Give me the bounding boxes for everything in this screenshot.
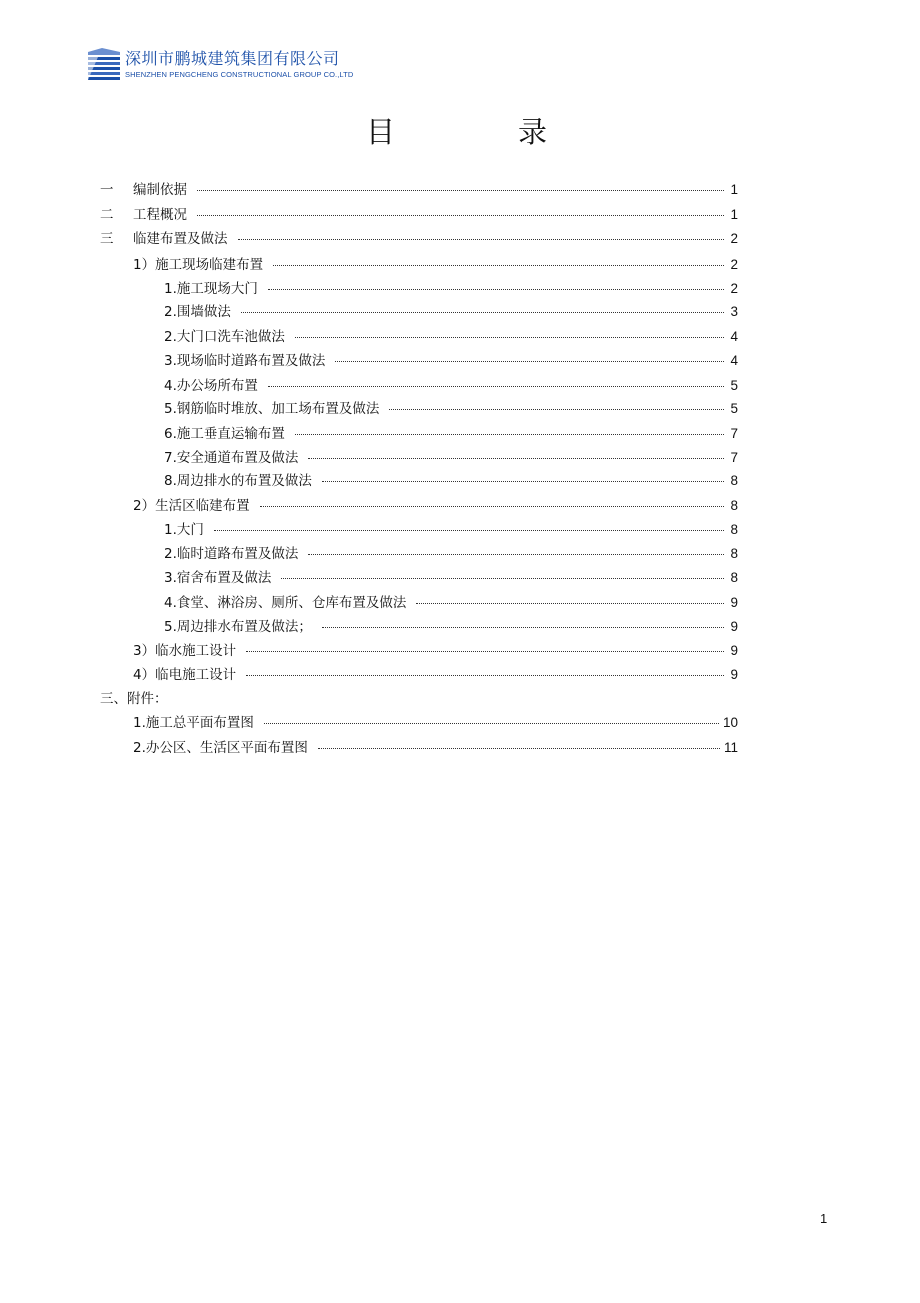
- toc-dot-leader: [281, 578, 724, 579]
- toc-entry[interactable]: [164, 591, 738, 611]
- toc-entry-page: 2: [730, 257, 738, 272]
- toc-entry[interactable]: [164, 300, 738, 320]
- toc-dot-leader: [322, 627, 724, 628]
- toc-dot-leader: [295, 337, 724, 338]
- toc-entry-label: 1.施工现场大门: [164, 281, 258, 297]
- toc-entry-label: 6.施工垂直运输布置: [164, 426, 285, 442]
- toc-entry[interactable]: [164, 397, 738, 417]
- title-char-1: 目: [366, 115, 396, 149]
- toc-dot-leader: [318, 748, 720, 749]
- toc-entry-page: 1: [730, 182, 738, 197]
- toc-entry-label: 临建布置及做法: [133, 231, 228, 247]
- toc-dot-leader: [214, 530, 724, 531]
- page-title: [0, 110, 920, 150]
- toc-entry-label: 7.安全通道布置及做法: [164, 450, 299, 466]
- toc-entry-page: 2: [730, 281, 738, 296]
- toc-entry[interactable]: [164, 518, 738, 538]
- toc-entry-page: 1: [730, 207, 738, 222]
- toc-dot-leader: [416, 603, 724, 604]
- toc-entry[interactable]: [164, 277, 738, 297]
- company-name-cn: 深圳市鹏城建筑集团有限公司: [125, 49, 340, 68]
- toc-entry[interactable]: [164, 325, 738, 345]
- toc-entry-label: 8.周边排水的布置及做法: [164, 473, 312, 489]
- toc-dot-leader: [241, 312, 724, 313]
- toc-entry-label: 三、附件：: [100, 691, 168, 707]
- toc-entry[interactable]: [133, 736, 738, 756]
- toc-dot-leader: [268, 386, 724, 387]
- title-char-2: 录: [518, 115, 548, 149]
- toc-entry-page: 8: [730, 546, 738, 561]
- toc-entry-label: 工程概况: [133, 207, 187, 223]
- toc-entry-page: 9: [730, 595, 738, 610]
- toc-entry[interactable]: [164, 446, 738, 466]
- toc-entry[interactable]: [164, 374, 738, 394]
- toc-entry-label: 1.大门: [164, 522, 204, 538]
- toc-entry-label: 2.临时道路布置及做法: [164, 546, 299, 562]
- toc-entry-page: 10: [722, 715, 738, 730]
- toc-entry[interactable]: [133, 639, 738, 659]
- toc-entry[interactable]: [100, 687, 168, 707]
- toc-entry-page: 7: [730, 450, 738, 465]
- toc-entry[interactable]: [100, 203, 738, 223]
- toc-entry-label: 3）临水施工设计: [133, 643, 237, 659]
- toc-entry-page: 4: [730, 353, 738, 368]
- toc-dot-leader: [335, 361, 724, 362]
- toc-dot-leader: [389, 409, 724, 410]
- toc-entry-number: 二: [100, 207, 114, 223]
- toc-entry-page: 5: [730, 378, 738, 393]
- toc-entry-page: 4: [730, 329, 738, 344]
- toc-entry-page: 9: [730, 643, 738, 658]
- company-logo-icon: [88, 48, 120, 80]
- toc-entry-label: 4）临电施工设计: [133, 667, 237, 683]
- toc-dot-leader: [295, 434, 724, 435]
- toc-entry-page: 9: [730, 667, 738, 682]
- toc-entry[interactable]: [133, 663, 738, 683]
- toc-dot-leader: [260, 506, 724, 507]
- toc-entry-label: 5.钢筋临时堆放、加工场布置及做法: [164, 401, 380, 417]
- toc-entry[interactable]: [133, 494, 738, 514]
- toc-entry[interactable]: [164, 469, 738, 489]
- toc-entry-page: 5: [730, 401, 738, 416]
- toc-entry[interactable]: [164, 615, 738, 635]
- toc-entry-number: 三: [100, 231, 114, 247]
- toc-entry-label: 4.办公场所布置: [164, 378, 258, 394]
- toc-dot-leader: [273, 265, 724, 266]
- toc-entry-label: 2）生活区临建布置: [133, 498, 250, 514]
- toc-entry-page: 8: [730, 498, 738, 513]
- toc-entry-number: 一: [100, 182, 114, 198]
- toc-entry-label: 2.办公区、生活区平面布置图: [133, 740, 308, 756]
- toc-entry[interactable]: [133, 253, 738, 273]
- toc-entry[interactable]: [100, 227, 738, 247]
- toc-entry-label: 1.施工总平面布置图: [133, 715, 254, 731]
- toc-entry-page: 7: [730, 426, 738, 441]
- toc-entry-page: 8: [730, 473, 738, 488]
- toc-entry[interactable]: [100, 178, 738, 198]
- company-name-en: SHENZHEN PENGCHENG CONSTRUCTIONAL GROUP CO.,LTD: [125, 70, 354, 79]
- toc-entry[interactable]: [133, 711, 738, 731]
- toc-entry-page: 3: [730, 304, 738, 319]
- toc-entry-label: 2.围墙做法: [164, 304, 231, 320]
- toc-dot-leader: [268, 289, 724, 290]
- toc-dot-leader: [264, 723, 719, 724]
- toc-entry[interactable]: [164, 422, 738, 442]
- toc-entry-page: 11: [723, 740, 738, 755]
- toc-entry-label: 编制依据: [133, 182, 187, 198]
- toc-entry-page: 2: [730, 231, 738, 246]
- toc-entry-page: 9: [730, 619, 738, 634]
- toc-dot-leader: [322, 481, 724, 482]
- toc-entry-page: 8: [730, 522, 738, 537]
- toc-entry[interactable]: [164, 566, 738, 586]
- toc-entry-label: 4.食堂、淋浴房、厕所、仓库布置及做法: [164, 595, 407, 611]
- page-header: [88, 46, 418, 82]
- toc-dot-leader: [308, 458, 724, 459]
- toc-entry-label: 3.现场临时道路布置及做法: [164, 353, 326, 369]
- toc-entry[interactable]: [164, 349, 738, 369]
- toc-entry-label: 3.宿舍布置及做法: [164, 570, 272, 586]
- toc-entry[interactable]: [164, 542, 738, 562]
- toc-entry-label: 5.周边排水布置及做法；: [164, 619, 312, 635]
- toc-entry-page: 8: [730, 570, 738, 585]
- toc-entry-label: 1）施工现场临建布置: [133, 257, 264, 273]
- toc-dot-leader: [246, 651, 724, 652]
- toc-dot-leader: [238, 239, 725, 240]
- toc-dot-leader: [197, 190, 724, 191]
- toc-dot-leader: [308, 554, 724, 555]
- toc-dot-leader: [246, 675, 724, 676]
- toc-entry-label: 2.大门口洗车池做法: [164, 329, 285, 345]
- toc-dot-leader: [197, 215, 724, 216]
- page-number: 1: [820, 1211, 828, 1226]
